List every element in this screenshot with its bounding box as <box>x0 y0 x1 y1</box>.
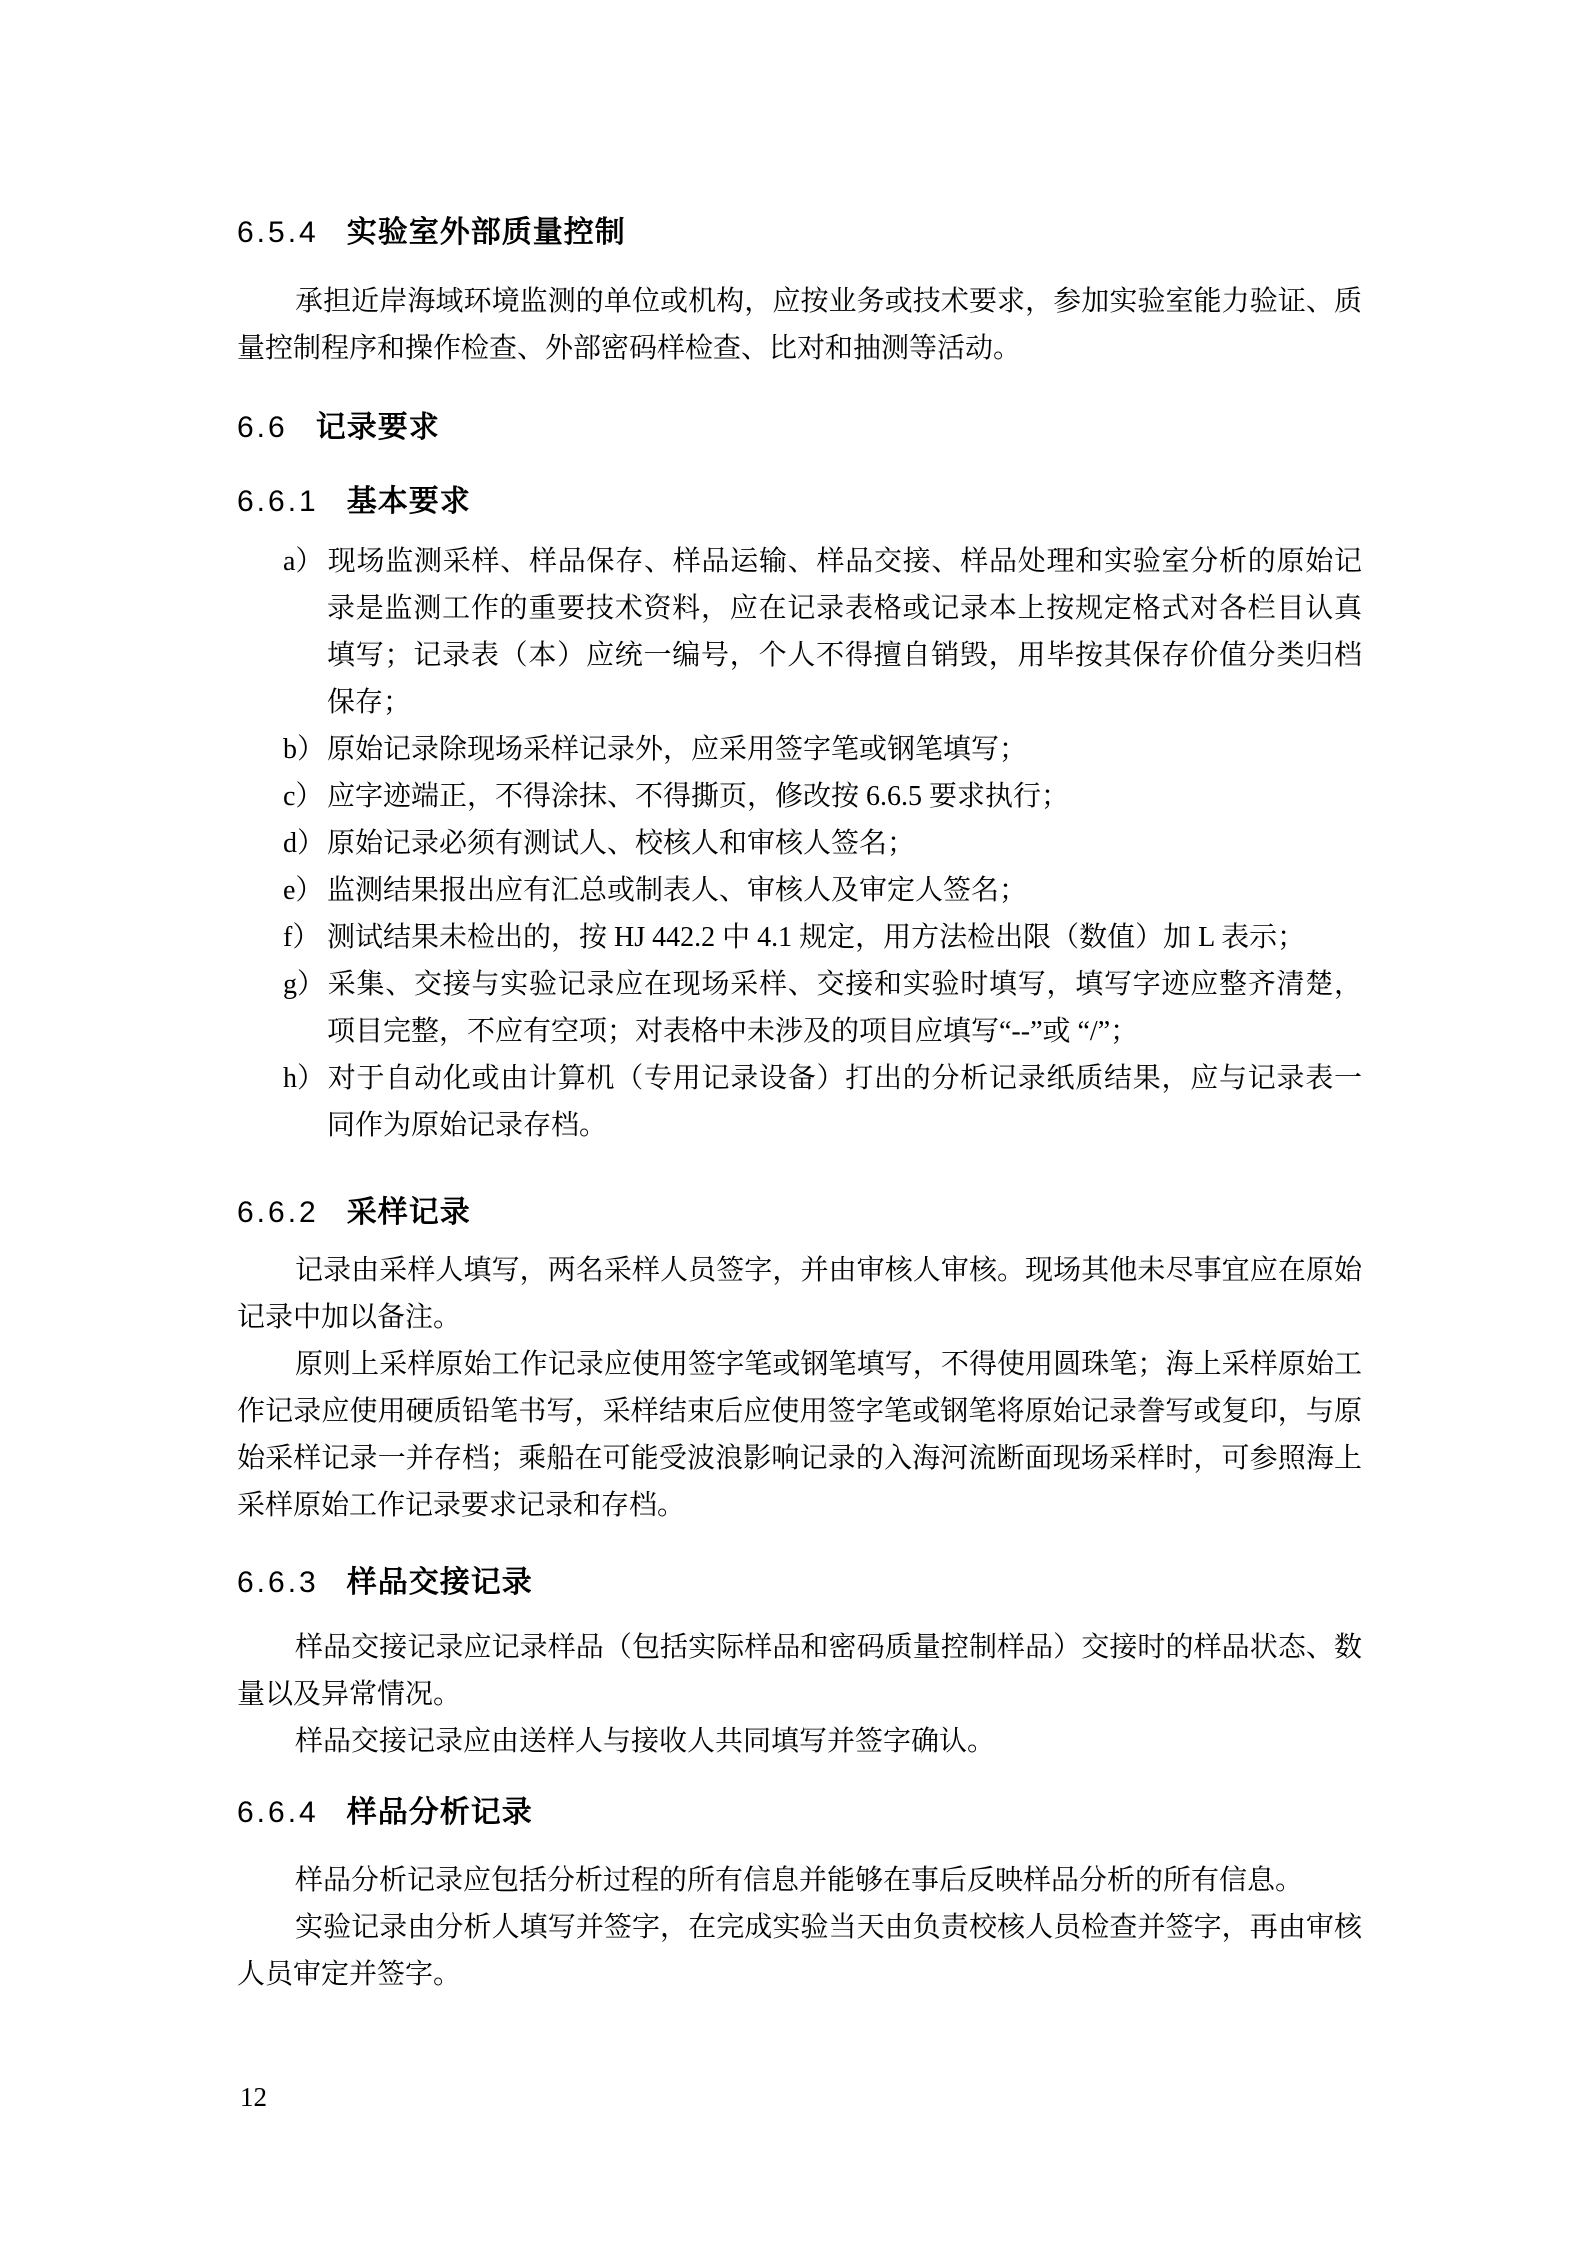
list-item-marker: f） <box>283 922 321 953</box>
section-number: 6.6.2 <box>237 1196 319 1229</box>
list-item-text: 监测结果报出应有汇总或制表人、审核人及审定人签名； <box>327 875 1028 906</box>
list-item-marker: h） <box>283 1063 326 1094</box>
list-item-marker: d） <box>283 828 326 859</box>
section-title: 样品分析记录 <box>346 1796 533 1829</box>
list-item-marker: c） <box>283 781 324 812</box>
paragraph-6-6-2-2: 原则上采样原始工作记录应使用签字笔或钢笔填写，不得使用圆珠笔；海上采样原始工作记录应使用硬质铅笔书写，采样结束后应使用签字笔或钢笔将原始记录誊写或复印，与原始采样记录一并存档；乘船在可能受波浪影响记录的入海河流断面现场采样时，可参照海上采样原始工作记录要求记录和存档。 <box>237 1349 1362 1521</box>
paragraph-6-5-4: 承担近岸海域环境监测的单位或机构，应按业务或技术要求，参加实验室能力验证、质量控制程序和操作检查、外部密码样检查、比对和抽测等活动。 <box>237 286 1362 364</box>
list-item-d <box>283 820 1362 867</box>
list-item-a <box>283 538 1362 726</box>
section-title: 样品交接记录 <box>346 1566 533 1599</box>
section-title: 基本要求 <box>346 485 471 518</box>
list-item-text: 现场监测采样、样品保存、样品运输、样品交接、样品处理和实验室分析的原始记录是监测工作的重要技术资料，应在记录表格或记录本上按规定格式对各栏目认真填写；记录表（本）应统一编号，个人不得擅自销毁，用毕按其保存价值分类归档保存； <box>327 546 1362 718</box>
section-number: 6.6.4 <box>237 1796 319 1829</box>
list-item-text: 原始记录除现场采样记录外，应采用签字笔或钢笔填写； <box>327 734 1028 765</box>
list-item-b <box>283 726 1362 773</box>
section-heading-6-6-1 <box>237 478 1362 525</box>
list-item-marker: a） <box>283 546 324 577</box>
paragraph-6-6-4-1: 样品分析记录应包括分析过程的所有信息并能够在事后反映样品分析的所有信息。 <box>295 1865 1304 1896</box>
page-number: 12 <box>240 2082 267 2112</box>
list-item-text: 采集、交接与实验记录应在现场采样、交接和实验时填写，填写字迹应整齐清楚，项目完整，不应有空项；对表格中未涉及的项目应填写“--”或 “/”； <box>327 969 1362 1047</box>
section-heading-6-6-2 <box>237 1189 1362 1236</box>
section-number: 6.6 <box>237 411 288 444</box>
list-item-marker: b） <box>283 734 326 765</box>
section-heading-6-5-4 <box>237 209 1362 256</box>
list-item-text: 应字迹端正，不得涂抹、不得撕页，修改按 6.6.5 要求执行； <box>327 781 1070 812</box>
list-item-g <box>283 961 1362 1055</box>
list-item-marker: g） <box>283 969 326 1000</box>
paragraph-6-6-4-2: 实验记录由分析人填写并签字，在完成实验当天由负责校核人员检查并签字，再由审核人员审定并签字。 <box>237 1912 1362 1990</box>
list-item-text: 对于自动化或由计算机（专用记录设备）打出的分析记录纸质结果，应与记录表一同作为原始记录存档。 <box>327 1063 1362 1141</box>
list-item-text: 原始记录必须有测试人、校核人和审核人签名； <box>327 828 916 859</box>
list-item-h <box>283 1055 1362 1149</box>
list-item-text: 测试结果未检出的，按 HJ 442.2 中 4.1 规定，用方法检出限（数值）加 L 表示； <box>327 922 1306 953</box>
list-item-f <box>283 914 1362 961</box>
requirements-list <box>237 538 1362 1149</box>
section-heading-6-6-4 <box>237 1789 1362 1836</box>
section-number: 6.5.4 <box>237 216 319 249</box>
paragraph-6-6-3-1: 样品交接记录应记录样品（包括实际样品和密码质量控制样品）交接时的样品状态、数量以及异常情况。 <box>237 1632 1362 1710</box>
section-title: 采样记录 <box>346 1196 471 1229</box>
section-heading-6-6 <box>237 404 1362 451</box>
section-number: 6.6.1 <box>237 485 319 518</box>
section-title: 记录要求 <box>315 411 440 444</box>
paragraph-6-6-3-2: 样品交接记录应由送样人与接收人共同填写并签字确认。 <box>295 1726 996 1757</box>
list-item-e <box>283 867 1362 914</box>
list-item-marker: e） <box>283 875 324 906</box>
section-heading-6-6-3 <box>237 1559 1362 1606</box>
section-title: 实验室外部质量控制 <box>346 216 626 249</box>
list-item-c <box>283 773 1362 820</box>
section-number: 6.6.3 <box>237 1566 319 1599</box>
paragraph-6-6-2-1: 记录由采样人填写，两名采样人员签字，并由审核人审核。现场其他未尽事宜应在原始记录中加以备注。 <box>237 1255 1362 1333</box>
